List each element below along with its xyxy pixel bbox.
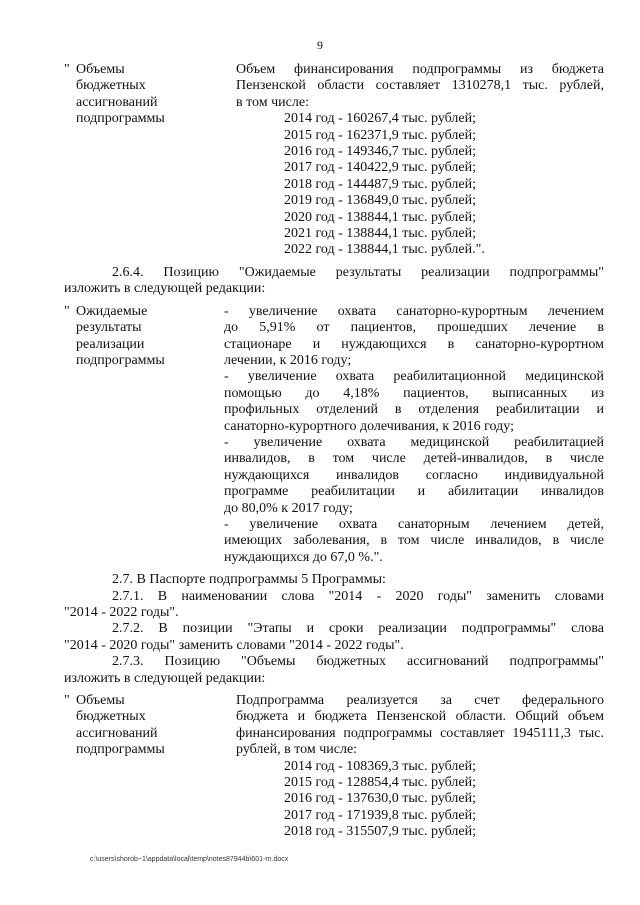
opening-quote: "	[64, 62, 70, 77]
year-item: 2021 год - 138844,1 тыс. рублей;	[284, 226, 477, 242]
value-line: - увеличение охвата реабилитационной медицинской	[224, 369, 604, 385]
value-line: нуждающихся инвалидов согласно индивидуальной	[224, 467, 604, 483]
value-line: профильных отделений в отделения реабилитации и	[224, 402, 604, 418]
label-column	[64, 693, 224, 759]
label-line: подпрограммы	[76, 352, 165, 368]
label-line: результаты	[76, 320, 142, 336]
label-line: ассигнований	[76, 94, 158, 110]
year-item: 2014 год - 108369,3 тыс. рублей;	[284, 758, 477, 774]
year-item: 2016 год - 149346,7 тыс. рублей;	[284, 144, 477, 160]
value-line: Пензенской области составляет 1310278,1 тыс. рублей,	[236, 78, 604, 94]
value-line: нуждающихся до 67,0 %.".	[224, 549, 383, 565]
value-line: финансирования подпрограммы составляет 1945111,3 тыс.	[236, 725, 604, 741]
label-line: Ожидаемые	[76, 303, 148, 319]
value-column	[236, 693, 604, 841]
year-item: 2022 год - 138844,1 тыс. рублей.".	[284, 242, 485, 258]
paragraph-line: изложить в следующей редакции:	[64, 670, 266, 686]
year-item: 2014 год - 160267,4 тыс. рублей;	[284, 111, 477, 127]
label-line: подпрограммы	[76, 111, 165, 127]
expected-results-block	[64, 304, 604, 567]
year-item: 2018 год - 144487,9 тыс. рублей;	[284, 176, 477, 192]
value-line: санаторно-курортного долечивания, к 2016 году;	[224, 418, 514, 434]
label-line: Объемы	[76, 693, 125, 709]
value-line: Подпрограмма реализуется за счет федерального	[236, 693, 604, 709]
year-list	[236, 759, 604, 841]
value-line: рублей, в том числе:	[236, 742, 358, 758]
value-line: до 5,91% от пациентов, прошедших лечение в	[224, 320, 604, 336]
value-line: - увеличение охвата медицинской реабилитацией	[224, 434, 604, 450]
paragraph-line: 2.7.1. В наименовании слова "2014 - 2020 годы" заменить словами	[112, 588, 604, 604]
year-item: 2019 год - 136849,0 тыс. рублей;	[284, 193, 477, 209]
year-item: 2015 год - 162371,9 тыс. рублей;	[284, 127, 477, 143]
year-list	[236, 111, 604, 259]
paragraph-line: "2014 - 2020 годы" заменить словами "2014 - 2022 годы".	[64, 637, 404, 653]
label-line: реализации	[76, 336, 145, 352]
value-line: лечении, к 2016 году;	[224, 352, 352, 368]
value-line: бюджета и бюджета Пензенской области. Общий объем	[236, 709, 604, 725]
label-line: Объемы	[76, 62, 125, 77]
label-line: бюджетных	[76, 78, 146, 94]
value-line: - увеличение охвата санаторно-курортным лечением	[224, 303, 604, 319]
paragraph-line: 2.7.2. В позиции "Этапы и сроки реализации подпрограммы" слова	[112, 621, 604, 637]
value-line: помощью до 4,18% пациентов, выписанных из	[224, 385, 604, 401]
label-column	[64, 304, 224, 370]
document-body	[64, 62, 604, 841]
year-item: 2016 год - 137630,0 тыс. рублей;	[284, 791, 477, 807]
value-line: в том числе:	[236, 94, 309, 110]
year-item: 2017 год - 171939,8 тыс. рублей;	[284, 807, 477, 823]
paragraph-line: "2014 - 2022 годы".	[64, 605, 179, 620]
year-item: 2020 год - 138844,1 тыс. рублей;	[284, 209, 477, 225]
page-number: 9	[317, 38, 323, 52]
label-line: ассигнований	[76, 725, 158, 741]
section-2-7	[64, 572, 604, 687]
value-line: Объем финансирования подпрограммы из бюджета	[236, 62, 604, 77]
opening-quote: "	[64, 303, 70, 319]
value-line: имеющих заболевания, в том числе инвалидов, в числе	[224, 533, 604, 549]
label-line: подпрограммы	[76, 742, 165, 758]
year-item: 2018 год - 315507,9 тыс. рублей;	[284, 824, 477, 840]
opening-quote: "	[64, 693, 70, 709]
value-line: инвалидов, в том числе детей-инвалидов, в числе	[224, 451, 604, 467]
paragraph-2-6-4	[64, 265, 604, 298]
value-line: - увеличение охвата санаторным лечением детей,	[224, 516, 604, 532]
value-line: стационаре и нуждающихся в санаторно-курортном	[224, 336, 604, 352]
paragraph-line: 2.6.4. Позицию "Ожидаемые результаты реализации подпрограммы"	[112, 264, 604, 280]
value-column	[236, 62, 604, 259]
section-heading: 2.7. В Паспорте подпрограммы 5 Программы:	[112, 572, 386, 588]
paragraph-line: 2.7.3. Позицию "Объемы бюджетных ассигнований подпрограммы"	[112, 654, 604, 670]
value-line: программе реабилитации и абилитации инвалидов	[224, 484, 604, 500]
value-line: до 80,0% к 2017 году;	[224, 500, 353, 516]
label-column	[64, 62, 224, 128]
value-column	[224, 304, 604, 567]
label-line: бюджетных	[76, 709, 146, 725]
funding-block-1	[64, 62, 604, 259]
funding-block-2	[64, 693, 604, 841]
paragraph-line: изложить в следующей редакции:	[64, 281, 266, 297]
file-path-footer: c:\users\shorob~1\appdata\local\temp\notes87944b\601-rn.docx	[90, 856, 289, 863]
year-item: 2015 год - 128854,4 тыс. рублей;	[284, 775, 477, 791]
year-item: 2017 год - 140422,9 тыс. рублей;	[284, 160, 477, 176]
